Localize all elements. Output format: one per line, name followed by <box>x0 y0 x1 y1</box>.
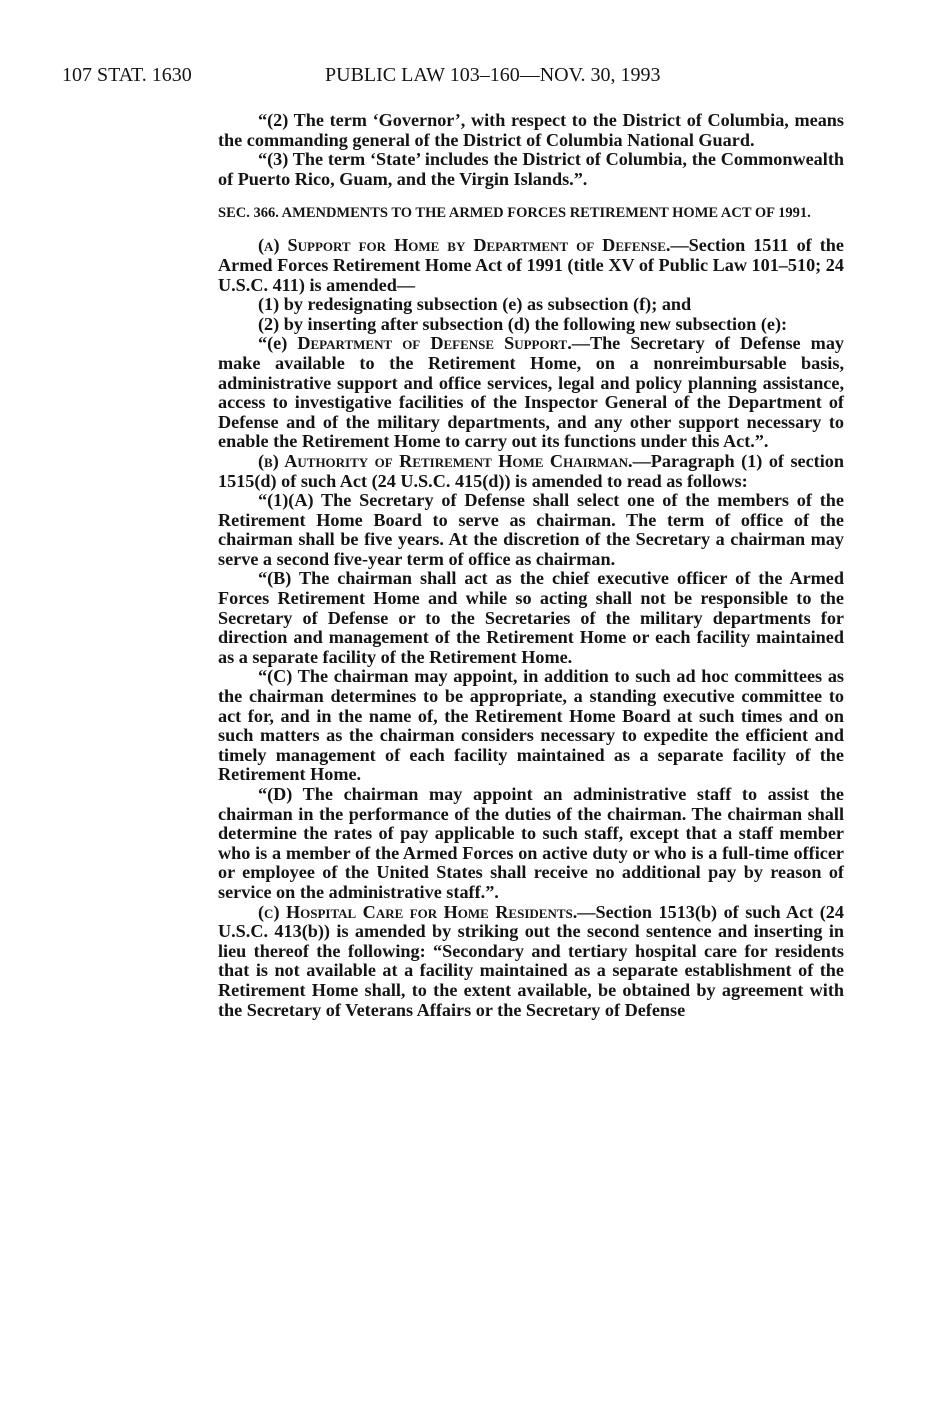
subsection-e-heading: Department of Defense Support. <box>297 333 572 354</box>
public-law-title: PUBLIC LAW 103–160—NOV. 30, 1993 <box>325 64 661 86</box>
subsection-a-heading: (a) Support for Home by Department of Defense. <box>258 235 671 256</box>
subsection-a-text: —Section 1511 of the Armed Forces Retirement Home Act of 1991 (title XV of Public Law 101–510; 24 U.S.C. 411) is amended— <box>218 235 844 295</box>
paragraph-D: “(D) The chairman may appoint an administrative staff to assist the chairman in the performance of the duties of the chairman. The chairman shall determine the rates of pay applicable to such staff, except that a staff member who is a member of the Armed Forces on active duty or who is a full-time officer or employee of the United States shall receive no additional pay by reason of service on the administrative staff.”. <box>218 784 844 902</box>
subsection-b <box>218 452 844 491</box>
subsection-b-text: —Paragraph (1) of section 1515(d) of such Act (24 U.S.C. 415(d)) is amended to read as follows: <box>218 450 844 491</box>
statute-body <box>218 111 844 1020</box>
paragraph-C: “(C) The chairman may appoint, in addition to such ad hoc committees as the chairman determines to be appropriate, a standing executive committee to act for, and in the name of, the Retirement Home Board at such times and on such matters as the chairman considers necessary to expedite the efficient and timely management of each facility maintained as a separate facility of the Retirement Home. <box>218 666 844 785</box>
paragraph-governor-definition: “(2) The term ‘Governor’, with respect to the District of Columbia, means the commanding general of the District of Columbia National Guard. <box>218 110 844 150</box>
section-heading: SEC. 366. AMENDMENTS TO THE ARMED FORCES RETIREMENT HOME ACT OF 1991. <box>218 205 811 222</box>
running-head <box>62 60 862 90</box>
subsection-b-heading: (b) Authority of Retirement Home Chairman. <box>258 450 633 471</box>
new-subsection-e <box>218 334 844 452</box>
clause-a2: (2) by inserting after subsection (d) the following new subsection (e): <box>258 313 788 334</box>
subsection-e-open: “(e) <box>258 333 298 354</box>
subsection-e-text: —The Secretary of Defense may make available to the Retirement Home, on a nonreimbursable basis, administrative support and office services, legal and policy planning assistance, access to investigative facilities of the Inspector General of the Department of Defense and of the military departments, and any other support necessary to enable the Retirement Home to carry out its functions under this Act.”. <box>218 333 845 452</box>
paragraph-1A: “(1)(A) The Secretary of Defense shall select one of the members of the Retirement Home Board to serve as chairman. The term of office of the chairman shall be five years. At the discretion of the Secretary a chairman may serve a second five-year term of office as chairman. <box>218 490 844 569</box>
paragraph-state-definition: “(3) The term ‘State’ includes the District of Columbia, the Commonwealth of Puerto Rico, Guam, and the Virgin Islands.”. <box>218 149 844 189</box>
subsection-c <box>218 903 844 1021</box>
subsection-c-text: —Section 1513(b) of such Act (24 U.S.C. 413(b)) is amended by striking out the second sentence and inserting in lieu thereof the following: “Secondary and tertiary hospital care for residents that is not available at a facility maintained as a separate establishment of the Retirement Home shall, to the extent available, be obtained by agreement with the Secretary of Veterans Affairs or the Secretary of Defense <box>218 901 844 1020</box>
subsection-a <box>218 236 844 295</box>
stat-page-number: 107 STAT. 1630 <box>62 64 192 86</box>
subsection-c-heading: (c) Hospital Care for Home Residents. <box>258 901 578 922</box>
paragraph-B: “(B) The chairman shall act as the chief executive officer of the Armed Forces Retirement Home and while so acting shall not be responsible to the Secretary of Defense or to the Secretaries of the military departments for direction and management of the Retirement Home or each facility maintained as a separate facility of the Retirement Home. <box>218 568 844 667</box>
clause-a1: (1) by redesignating subsection (e) as subsection (f); and <box>258 294 692 315</box>
